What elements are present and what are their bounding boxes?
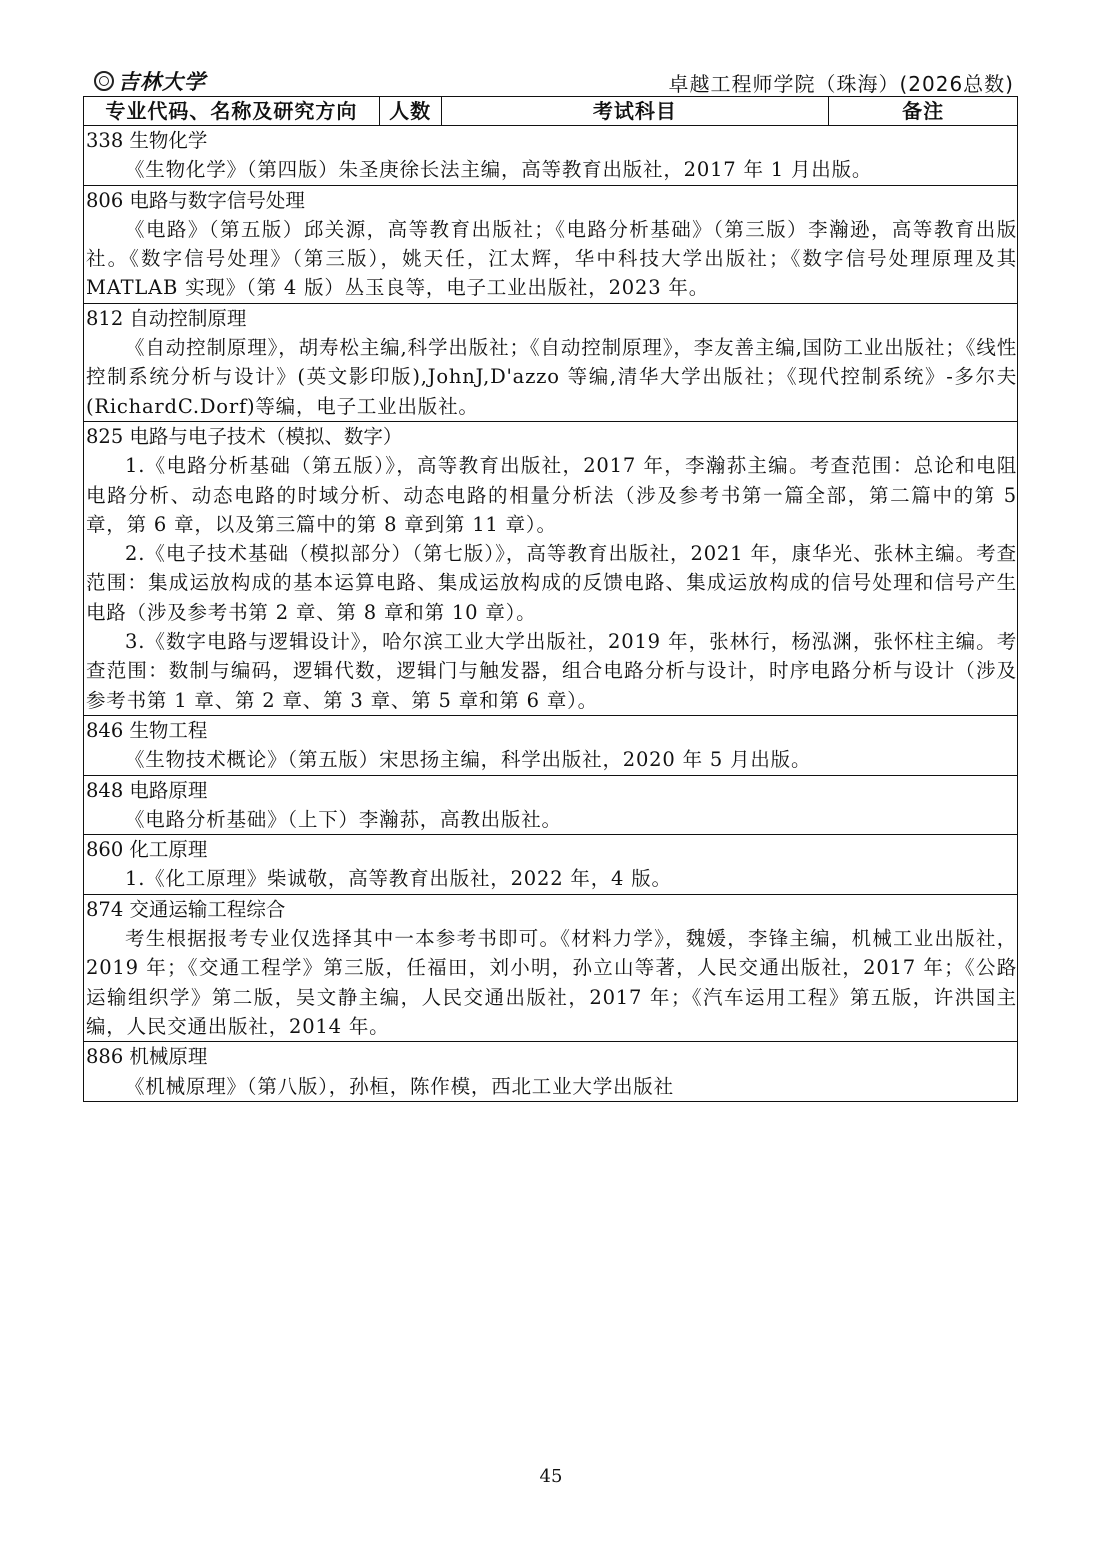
table-row (84, 1042, 1018, 1102)
table-row (84, 303, 1018, 421)
subject-title: 812 自动控制原理 (86, 306, 247, 330)
page-number: 45 (539, 1466, 563, 1487)
subject-title: 860 化工原理 (86, 838, 208, 862)
subject-title: 848 电路原理 (86, 778, 208, 802)
reference-paragraph: 3.《数字电路与逻辑设计》，哈尔滨工业大学出版社，2019 年，张林行，杨泓渊，张怀柱主编。考查范围：数制与编码，逻辑代数，逻辑门与触发器，组合电路分析与设计，时序电路分析与设计（涉及参考书第 1 章、第 2 章、第 3 章、第 5 章和第 6 章）。 (86, 630, 1017, 712)
subject-cell (84, 835, 1018, 895)
subject-cell (84, 421, 1018, 715)
reference-paragraph: 考生根据报考专业仅选择其中一本参考书即可。《材料力学》，魏媛，李锋主编，机械工业出版社，2019 年；《交通工程学》第三版，任福田，刘小明，孙立山等著，人民交通出版社，2017 年；《公路运输组织学》第二版，吴文静主编，人民交通出版社，2017 年；《汽车运用工程》第五版，许洪国主编，人民交通出版社，2014 年。 (86, 927, 1017, 1038)
reference-paragraph: 《自动控制原理》，胡寿松主编,科学出版社；《自动控制原理》，李友善主编,国防工业出版社；《线性控制系统分析与设计》(英文影印版),JohnJ,D'azzo 等编,清华大学出版社；《现代控制系统》-多尔夫(RichardC.Dorf)等编，电子工业出版社。 (86, 336, 1017, 418)
subject-cell (84, 715, 1018, 775)
subject-cell (84, 303, 1018, 421)
university-logo (94, 68, 206, 94)
logo-text: 吉林大学 (118, 69, 206, 94)
reference-paragraph: 《生物化学》（第四版）朱圣庚徐长法主编，高等教育出版社，2017 年 1 月出版。 (125, 158, 873, 182)
reference-paragraph: 1.《化工原理》柴诚敬，高等教育出版社，2022 年，4 版。 (125, 867, 672, 891)
reference-paragraph: 《电路分析基础》（上下）李瀚荪，高教出版社。 (125, 807, 562, 831)
table-row (84, 715, 1018, 775)
table-row (84, 894, 1018, 1041)
reference-paragraph: 《电路》（第五版）邱关源，高等教育出版社；《电路分析基础》（第三版）李瀚逊，高等教育出版社。《数字信号处理》（第三版），姚天任，江太辉，华中科技大学出版社；《数字信号处理原理及其 MATLAB 实现》（第 4 版）丛玉良等，电子工业出版社，2023 年。 (86, 217, 1017, 300)
reference-paragraph: 《生物技术概论》（第五版）宋思扬主编，科学出版社，2020 年 5 月出版。 (125, 748, 812, 772)
reference-paragraph: 2.《电子技术基础（模拟部分）（第七版）》，高等教育出版社，2021 年，康华光、张林主编。考查范围：集成运放构成的基本运算电路、集成运放构成的反馈电路、集成运放构成的信号处理和信号产生电路（涉及参考书第 2 章、第 8 章和第 10 章）。 (86, 542, 1017, 624)
column-header-remarks: 备注 (829, 97, 1018, 126)
reference-paragraph: 1.《电路分析基础（第五版）》，高等教育出版社，2017 年，李瀚荪主编。考查范围：总论和电阻电路分析、动态电路的时域分析、动态电路的相量分析法（涉及参考书第一篇全部，第二篇中的第 5 章，第 6 章，以及第三篇中的第 8 章到第 11 章）。 (86, 454, 1017, 536)
table-row (84, 421, 1018, 715)
table-row (84, 185, 1018, 303)
subject-cell (84, 185, 1018, 303)
subject-cell (84, 1042, 1018, 1102)
column-header-count: 人数 (379, 97, 441, 126)
column-header-exam-subjects: 考试科目 (441, 97, 829, 126)
subject-title: 846 生物工程 (86, 718, 208, 742)
page-header (84, 66, 1018, 96)
reference-paragraph: 《机械原理》（第八版），孙桓，陈作模，西北工业大学出版社 (125, 1074, 674, 1098)
table-row (84, 835, 1018, 895)
subject-title: 338 生物化学 (86, 129, 208, 152)
subject-title: 874 交通运输工程综合 (86, 897, 286, 921)
subject-cell (84, 775, 1018, 835)
table-row (84, 775, 1018, 835)
table-header-row (84, 97, 1018, 126)
table-row (84, 126, 1018, 186)
subject-cell (84, 126, 1018, 186)
university-seal-icon (94, 71, 114, 91)
subject-cell (84, 894, 1018, 1041)
column-header-major: 专业代码、名称及研究方向 (84, 97, 380, 126)
reference-books-table (83, 96, 1018, 1102)
subject-title: 825 电路与电子技术（模拟、数字） (86, 424, 403, 448)
subject-title: 806 电路与数字信号处理 (86, 188, 305, 212)
subject-title: 886 机械原理 (86, 1045, 208, 1069)
document-title: 卓越工程师学院（珠海）(2026总数) (668, 72, 1014, 96)
